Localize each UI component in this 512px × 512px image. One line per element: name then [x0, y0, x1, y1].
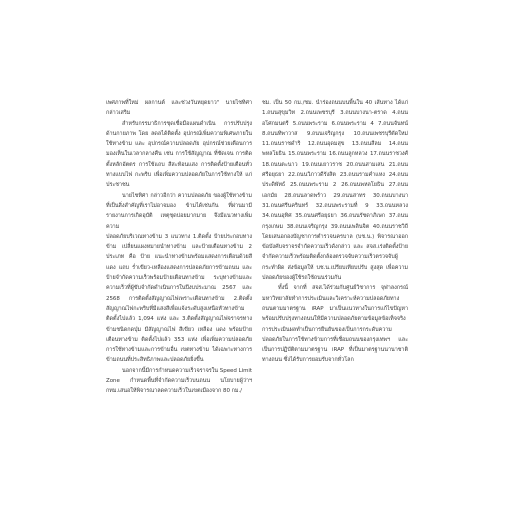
left-text-column [106, 98, 252, 397]
paragraph: ชม. เป็น 50 กม./ชม. นำร่องถนนบนพื้นใน 40 เส้นทาง ได้แก่ 1.ถนนสุขุมวิท 2.ถนนเพชรบุรี 3.ถนนบางนา-ตราด 4.ถนนอโศกมนตรี 5.ถนนพระราม 6.ถนนพระราม 4 7.ถนนจันทน์ 8.ถนนทิพาวาส 9.ถนนเจริญกรุง 10.ถนนเพชรบุรีตัดใหม่ 11.ถนนราชดำริ 12.ถนนอุดมสุข 13.ถนนสีลม 14.ถนนพหลโยธิน 15.ถนนพระราม 16.ถนนลูกหลวง 17.ถนนราชวงศ์ 18.ถนนตะนาว 19.ถนนเยาวราช 20.ถนนสามเสน 21.ถนนศรีอยุธยา 22.ถนนวิภาวดีรังสิต 23.ถนนรามคำแหง 24.ถนนประดิพัทธ์ 25.ถนนพระราม 2 26.ถนนพหลโยธิน 27.ถนนเอกมัย 28.ถนนลาดพร้าว 29.ถนนสาทร 30.ถนนบางนา 31.ถนนศรีนครินทร์ 32.ถนนพระรามที่ 9 33.ถนนหลวง 34.ถนนอุทิศ 35.ถนนศรีอยุธยา 36.ถนนรัชดาภิเษก 37.ถนนกรุงเกษม 38.ถนนเจริญกรุง 39.ถนนเพลินจิต 40.ถนนราชวิถี โดยเสนอกองบัญชาการตำรวจนครบาล (บช.น.) พิจารณาออกข้อบังคับจราจรจำกัดความเร็วดังกล่าว และ สจส.เร่งติดตั้งป้ายจำกัดความเร็วพร้อมติดตั้งกล้องตรวจจับความเร็วตรวจจับผู้กระทำผิด ส่งข้อมูลให้ บช.น.เปรียบเทียบปรับ สูงสุด เพื่อความปลอดภัยของผู้ใช้รถใช้ถนนร่วมกัน [262, 100, 408, 282]
paragraph: นายไชทิศา กล่าวอีกว่า ความปลอดภัย ของผู้ใช้ทางข้ามที่เป็นสิ่งสำคัญที่เราไม่อาจมอง ข้ามได้เช่นกัน ที่ผ่านมามีรายงานการเกิดอุบัติ เหตุชุดบ่อยมากมาย จึงมีแนวทางเพิ่มความ [106, 192, 252, 230]
paragraph: สำหรับกรรมาธิการชุดเชื่อมือแผนดำเนิน การปรับปรุงด้านกายภาพ โดย ลดลได้ติดตั้ง อุปกรณ์เพิ่มความพิเศษภายในใช้ทางข้าม และ อุปกรณ์ความปลอดภัย อุปกรณ์ช่วยเตือนการ มองเห็นในเวลากลางคืน เช่น การใช้สัญญาณ ที่ชัดเจน การติดตั้งหลักอัตตร การใช้แถบ สีสะท้อนแสง การติดตั้งป้ายเตือนทั่วทางแบบไฟ กะพริบ เพื่อเพิ่มความปลอดภัยในการใช้ทางให้ แก่ประชาชน [106, 120, 252, 189]
right-text-column [262, 98, 408, 366]
paragraph: เพศภาพที่ใหม่ ผลกานต์ และช่วงวันหยุดยาว" นายไชทิศา กล่าวเสริม [106, 100, 252, 117]
paragraph: นอกจากนี้มีการกำหนดความเร็วจราจรใน Speed Limit Zone กำหนดพื้นที่จำกัดความเร็วบนถนน นโยบายผู้ว่าฯ กทม.เสนอให้พิจารณาลดความเร็วในเขตเมืองจาก 80 กม./ [106, 367, 252, 395]
paragraph: ทั้งนี้ จากที่ สจส.ได้ร่วมกับศูนย์วิชาการ จุฬาลงกรณ์มหาวิทยาลัยทำการประเมินและวิเคราะห์ความปลอดภัยทางถนนตามมาตรฐาน iRAP มาเป็นแนวทางในการแก้ไขปัญหาพร้อมปรับปรุงทางถนนให้มีความปลอดภัยตามข้อมูลข้อเท็จจริงการประเมินผลทำเป็นการยืนยันของเป็นการกระดับความปลอดภัยในการใช้ทางข้ามการที่เชื่อมถนนของกรุงเทพฯ และเป็นการปฏิบัติตามมาตรฐาน iRAP ที่เป็นมาตรฐานนานาชาติทางถนน ซึ่งได้รับการยอมรับจากทั่วโลก [262, 285, 408, 364]
paragraph: ปลอดภัยบริเวณทางข้าม 3 แนวทาง 1.ติดตั้ง ป้ายประกอบทางข้าม เปลี่ยนแผงหมายนำทางข้าม และป้ายเตือนทางข้าม 2 ประเภท คือ ป้าย แนะนำทางข้ามพร้อมแสดงการเตือนด้วยสีแดง แถบ ร่ำเขียว-เหลืองแสดงการปลอดภัยการข้ามถนน และป้ายจำกัดความเร็วพร้อมป้ายเตือนทางข้าม ระบุทางข้ามและความเร็วที่ผู้ขับจำกัดดำเนินการในปีงบประมาณ 2567 และ 2568 การติดตั้งสัญญาณไฟเพราะเตือนทางข้าม 2.ติดตั้งสัญญาณไฟกะพริบที่มีแสงสีเพื่อแจ้งระดับสูงเหนือหัวทางข้าม ติดตั้งไปแล้ว 1,094 แห่ง และ 3.ติดตั้งสัญญาณไฟจราจรทางข้ามชนิดกดปุ่ม มีสัญญาณไฟ สีเขียว เหลือง แดง พร้อมป้ายเตือนทางข้าม ติดตั้งไปแล้ว 353 แห่ง เพื่อเพิ่มความปลอดภัยการใช้ทางข้ามและการข้ามอื่น เขตทางข้าม ได้เฉพาะทางการข้ามถนนที่ประสิทธิภาพและปลอดภัยยิ่งขึ้น [106, 233, 252, 364]
